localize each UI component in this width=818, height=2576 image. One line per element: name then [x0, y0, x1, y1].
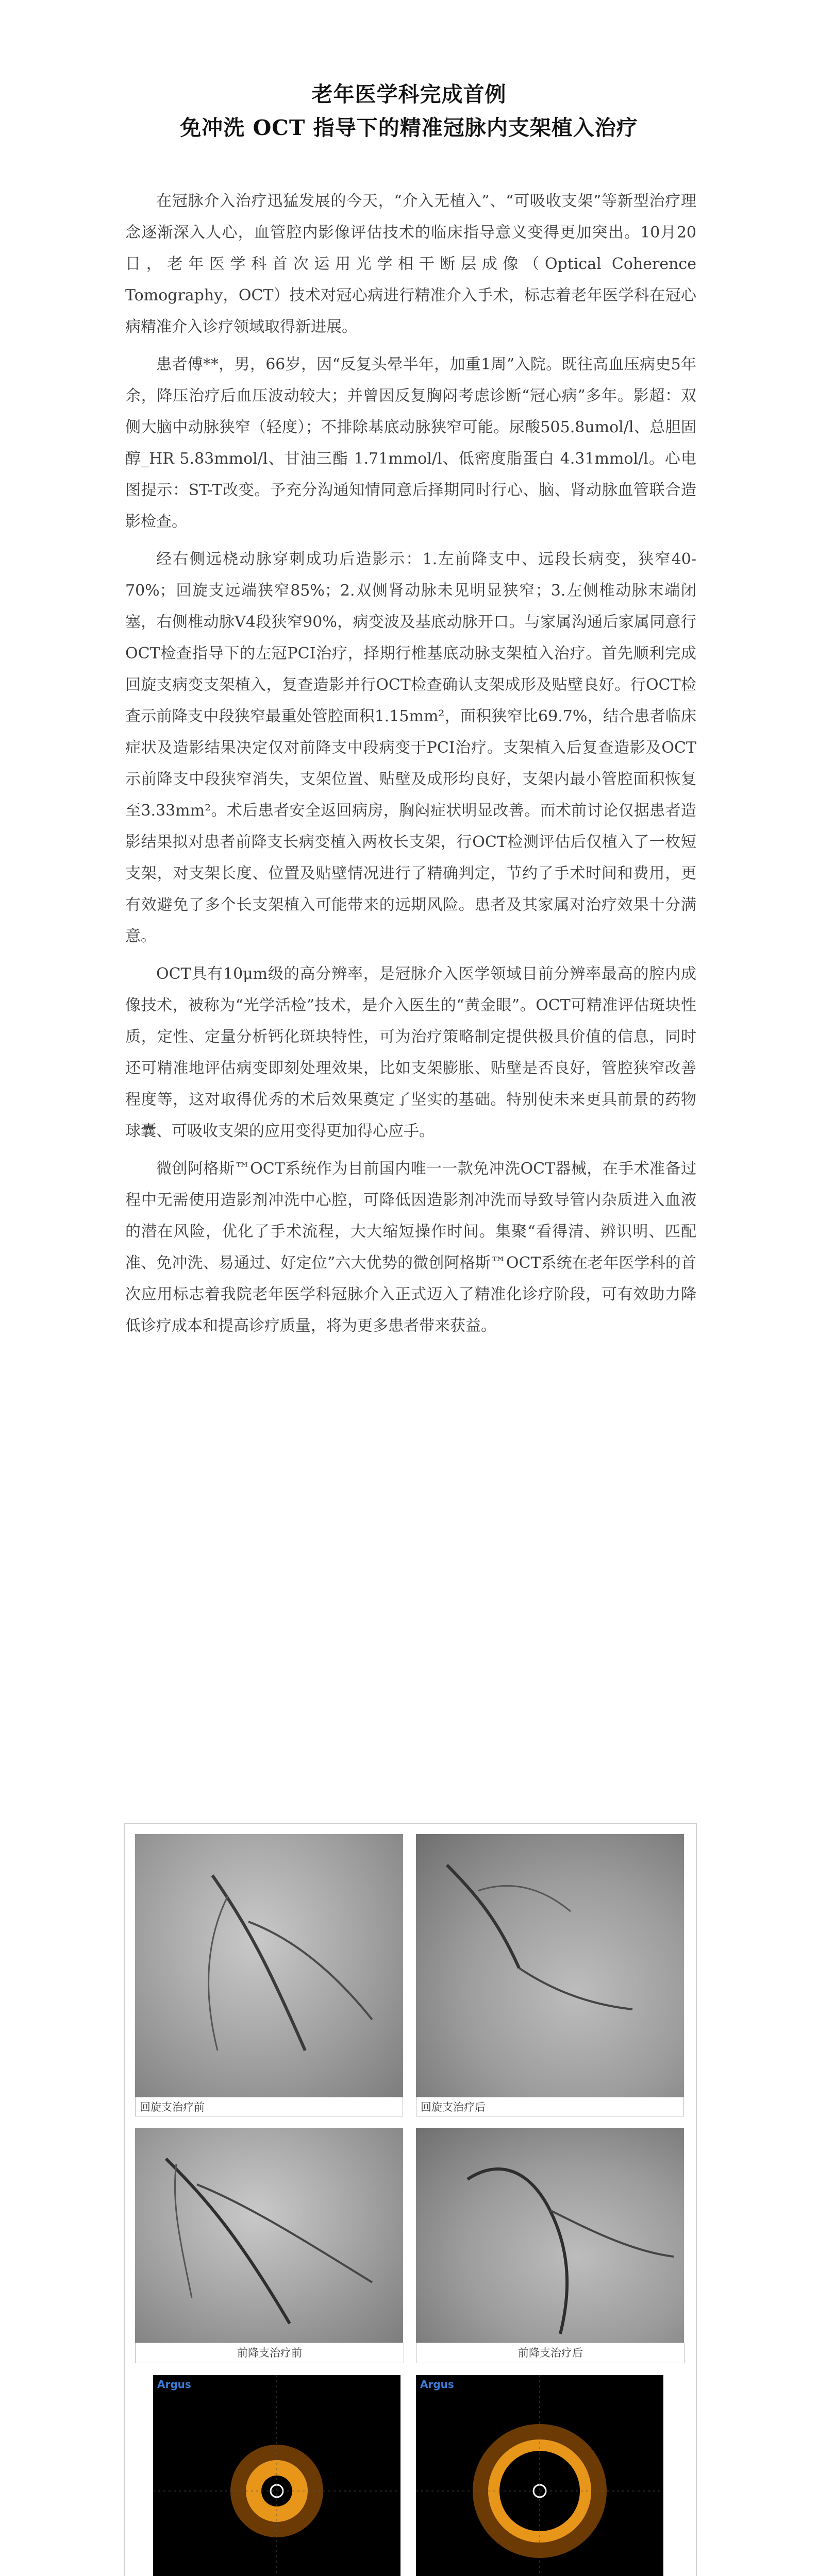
- oct-brand-label: Argus: [157, 2378, 191, 2391]
- angiogram-image: [135, 1834, 403, 2097]
- panel-lad-before: [135, 2128, 403, 2362]
- page-title-line2: 免冲洗 OCT 指导下的精准冠脉内支架植入治疗: [180, 115, 638, 140]
- panel-lad-after: [416, 2128, 684, 2362]
- caption-lad-before: 前降支治疗前: [135, 2343, 404, 2363]
- caption-rcx-after: 回旋支治疗后: [416, 2097, 684, 2116]
- figure-collage: [124, 1823, 697, 2576]
- oct-cross-section: [416, 2375, 663, 2576]
- caption-rcx-before: 回旋支治疗前: [135, 2097, 403, 2116]
- paragraph-oct-intro: OCT具有10μm级的高分辨率，是冠脉介入医学领域目前分辨率最高的腔内成像技术，被称为“光学活检”技术，是介入医生的“黄金眼”。OCT可精准评估斑块性质，定性、定量分析钙化斑块特性，可为治疗策略制定提供极具价值的信息，同时还可精准地评估病变即刻处理效果，比如支架膨胀、贴壁是否良好，管腔狭窄改善程度等，这对取得优秀的术后效果奠定了坚实的基础。特别使未来更具前景的药物球囊、可吸收支架的应用变得更加得心应手。: [125, 965, 696, 1140]
- panel-oct-after: [416, 2375, 663, 2576]
- angiogram-image: [416, 2128, 684, 2343]
- vessel-sketch: [416, 2128, 684, 2343]
- panel-oct-before: [153, 2375, 400, 2576]
- oct-brand-label: Argus: [420, 2378, 454, 2391]
- panel-rcx-before: [135, 1834, 403, 2116]
- paragraph-patient: 患者傅**，男，66岁，因“反复头晕半年，加重1周”入院。既往高血压病史5年余，降压治疗后血压波动较大；并曾因反复胸闷考虑诊断“冠心病”多年。影超：双侧大脑中动脉狭窄（轻度）；不排除基底动脉狭窄可能。尿酸505.8umol/l、总胆固醇_HR 5.83mmol/l、甘油三酯 1.71mmol/l、低密度脂蛋白 4.31mmol/l。心电图提示：ST-T改变。予充分沟通知情同意后择期同时行心、脑、肾动脉血管联合造影检查。: [125, 355, 696, 531]
- paragraph-procedure: 经右侧远桡动脉穿刺成功后造影示：1.左前降支中、远段长病变，狭窄40-70%；回旋支远端狭窄85%；2.双侧肾动脉未见明显狭窄；3.左侧椎动脉末端闭塞，右侧椎动脉V4段狭窄90%，病变波及基底动脉开口。与家属沟通后家属同意行OCT检查指导下的左冠PCI治疗，择期行椎基底动脉支架植入治疗。首先顺利完成回旋支病变支架植入，复查造影并行OCT检查确认支架成形及贴壁良好。行OCT检查示前降支中段狭窄最重处管腔面积1.15mm²，面积狭窄比69.7%，结合患者临床症状及造影结果决定仅对前降支中段病变于PCI治疗。支架植入后复查造影及OCT示前降支中段狭窄消失，支架位置、贴壁及成形均良好，支架内最小管腔面积恢复至3.33mm²。术后患者安全返回病房，胸闷症状明显改善。而术前讨论仅据患者造影结果拟对患者前降支长病变植入两枚长支架，行OCT检测评估后仅植入了一枚短支架，对支架长度、位置及贴壁情况进行了精确判定，节约了手术时间和费用，更有效避免了多个长支架植入可能带来的远期风险。患者及其家属对治疗效果十分满意。: [125, 550, 696, 945]
- angiogram-image: [416, 1834, 684, 2097]
- vessel-sketch: [135, 1834, 403, 2097]
- paragraph-argus: 微创阿格斯™OCT系统作为目前国内唯一一款免冲洗OCT器械，在手术准备过程中无需使用造影剂冲洗中心腔，可降低因造影剂冲洗而导致导管内杂质进入血液的潜在风险，优化了手术流程，大大缩短操作时间。集聚“看得清、辨识明、匹配准、免冲洗、易通过、好定位”六大优势的微创阿格斯™OCT系统在老年医学科的首次应用标志着我院老年医学科冠脉介入正式迈入了精准化诊疗阶段，可有效助力降低诊疗成本和提高诊疗质量，将为更多患者带来获益。: [125, 1160, 696, 1335]
- vessel-sketch: [135, 2128, 403, 2343]
- page-title-line1: 老年医学科完成首例: [311, 82, 507, 107]
- oct-cross-section: [153, 2375, 400, 2576]
- vessel-sketch: [416, 1834, 684, 2097]
- angiogram-image: [135, 2128, 403, 2343]
- panel-rcx-after: [416, 1834, 684, 2116]
- oct-image: [416, 2375, 663, 2576]
- oct-image: [153, 2375, 400, 2576]
- paragraph-intro: 在冠脉介入治疗迅猛发展的今天，“介入无植入”、“可吸收支架”等新型治疗理念逐渐深入人心，血管腔内影像评估技术的临床指导意义变得更加突出。10月20日，老年医学科首次运用光学相干断层成像（Optical Coherence Tomography，OCT）技术对冠心病进行精准介入手术，标志着老年医学科在冠心病精准介入诊疗领域取得新进展。: [125, 192, 696, 336]
- article-body: [125, 185, 696, 1348]
- caption-lad-after: 前降支治疗后: [416, 2343, 685, 2363]
